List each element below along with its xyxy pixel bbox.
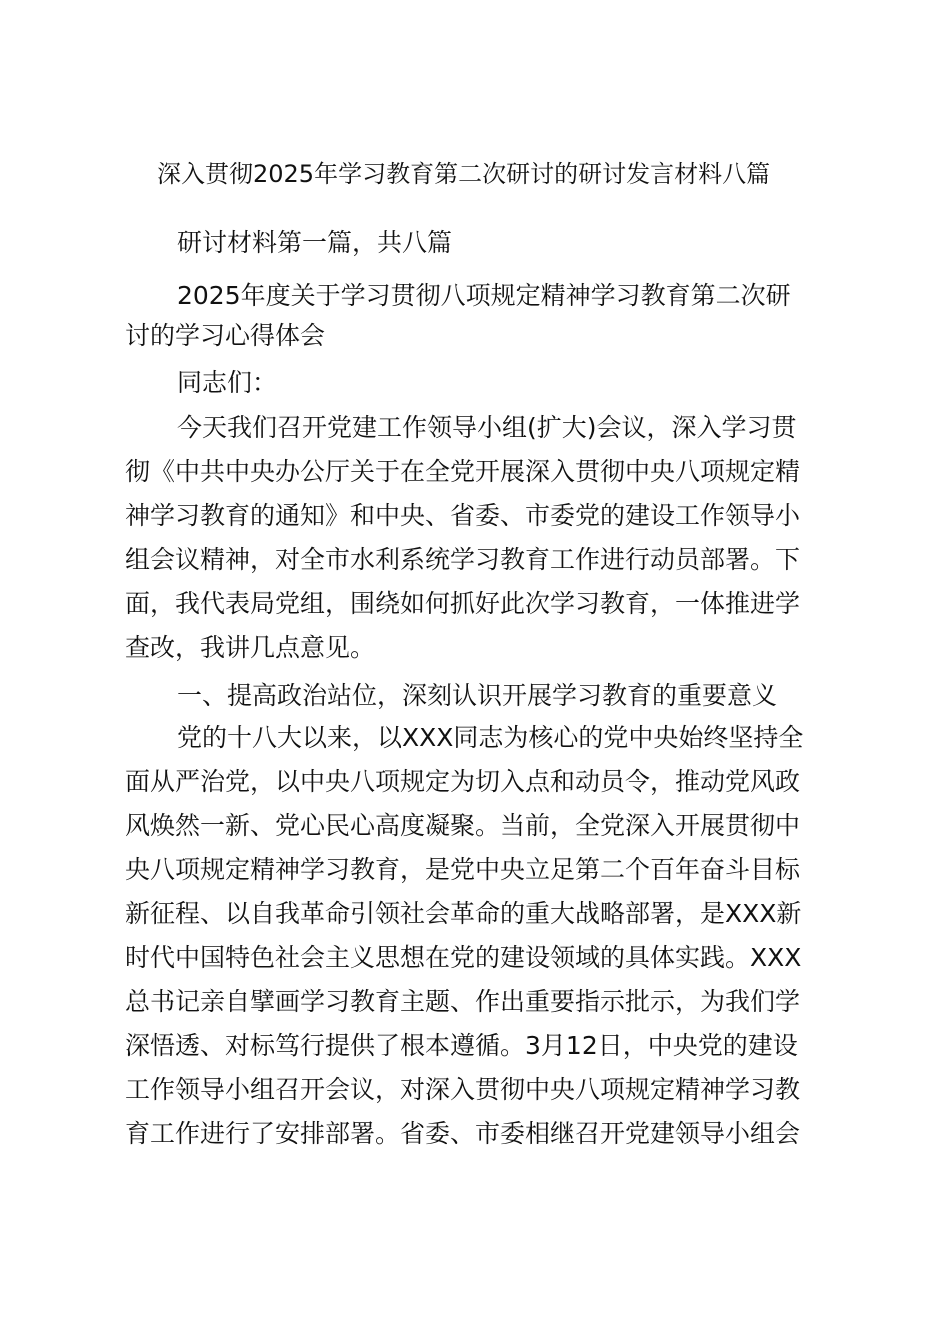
paragraph-line: 神学习教育的通知》和中央、省委、市委党的建设工作领导小 — [125, 501, 801, 530]
salutation: 同志们： — [177, 368, 278, 397]
paragraph-line: 总书记亲自擘画学习教育主题、作出重要指示批示，为我们学 — [125, 987, 801, 1016]
paragraph-line: 面，我代表局党组，围绕如何抓好此次学习教育，一体推进学 — [125, 589, 801, 618]
paragraph-line: 新征程、以自我革命引领社会革命的重大战略部署，是XXX新 — [125, 899, 802, 928]
paragraph-line: 央八项规定精神学习教育，是党中央立足第二个百年奋斗目标 — [125, 855, 801, 884]
heading-line: 2025年度关于学习贯彻八项规定精神学习教育第二次研 — [177, 281, 791, 310]
heading-line: 讨的学习心得体会 — [125, 321, 326, 350]
paragraph-line: 彻《中共中央办公厅关于在全党开展深入贯彻中央八项规定精 — [125, 457, 801, 486]
document-subtitle: 研讨材料第一篇，共八篇 — [177, 228, 453, 257]
paragraph-line: 深悟透、对标笃行提供了根本遵循。3月12日，中央党的建设 — [125, 1031, 798, 1060]
paragraph-line: 面从严治党，以中央八项规定为切入点和动员令，推动党风政 — [125, 767, 801, 796]
paragraph-line: 今天我们召开党建工作领导小组(扩大)会议，深入学习贯 — [177, 413, 797, 442]
paragraph-line: 查改，我讲几点意见。 — [125, 633, 376, 662]
paragraph-line: 时代中国特色社会主义思想在党的建设领域的具体实践。XXX — [125, 943, 802, 972]
paragraph-line: 组会议精神，对全市水利系统学习教育工作进行动员部署。下 — [125, 545, 801, 574]
paragraph-line: 工作领导小组召开会议，对深入贯彻中央八项规定精神学习教 — [125, 1075, 801, 1104]
paragraph-line: 风焕然一新、党心民心高度凝聚。当前，全党深入开展贯彻中 — [125, 811, 801, 840]
document-title: 深入贯彻2025年学习教育第二次研讨的研讨发言材料八篇 — [157, 160, 771, 188]
section-heading: 一、提高政治站位，深刻认识开展学习教育的重要意义 — [177, 681, 778, 710]
paragraph-line: 党的十八大以来，以XXX同志为核心的党中央始终坚持全 — [177, 723, 804, 752]
paragraph-line: 育工作进行了安排部署。省委、市委相继召开党建领导小组会 — [125, 1119, 801, 1148]
